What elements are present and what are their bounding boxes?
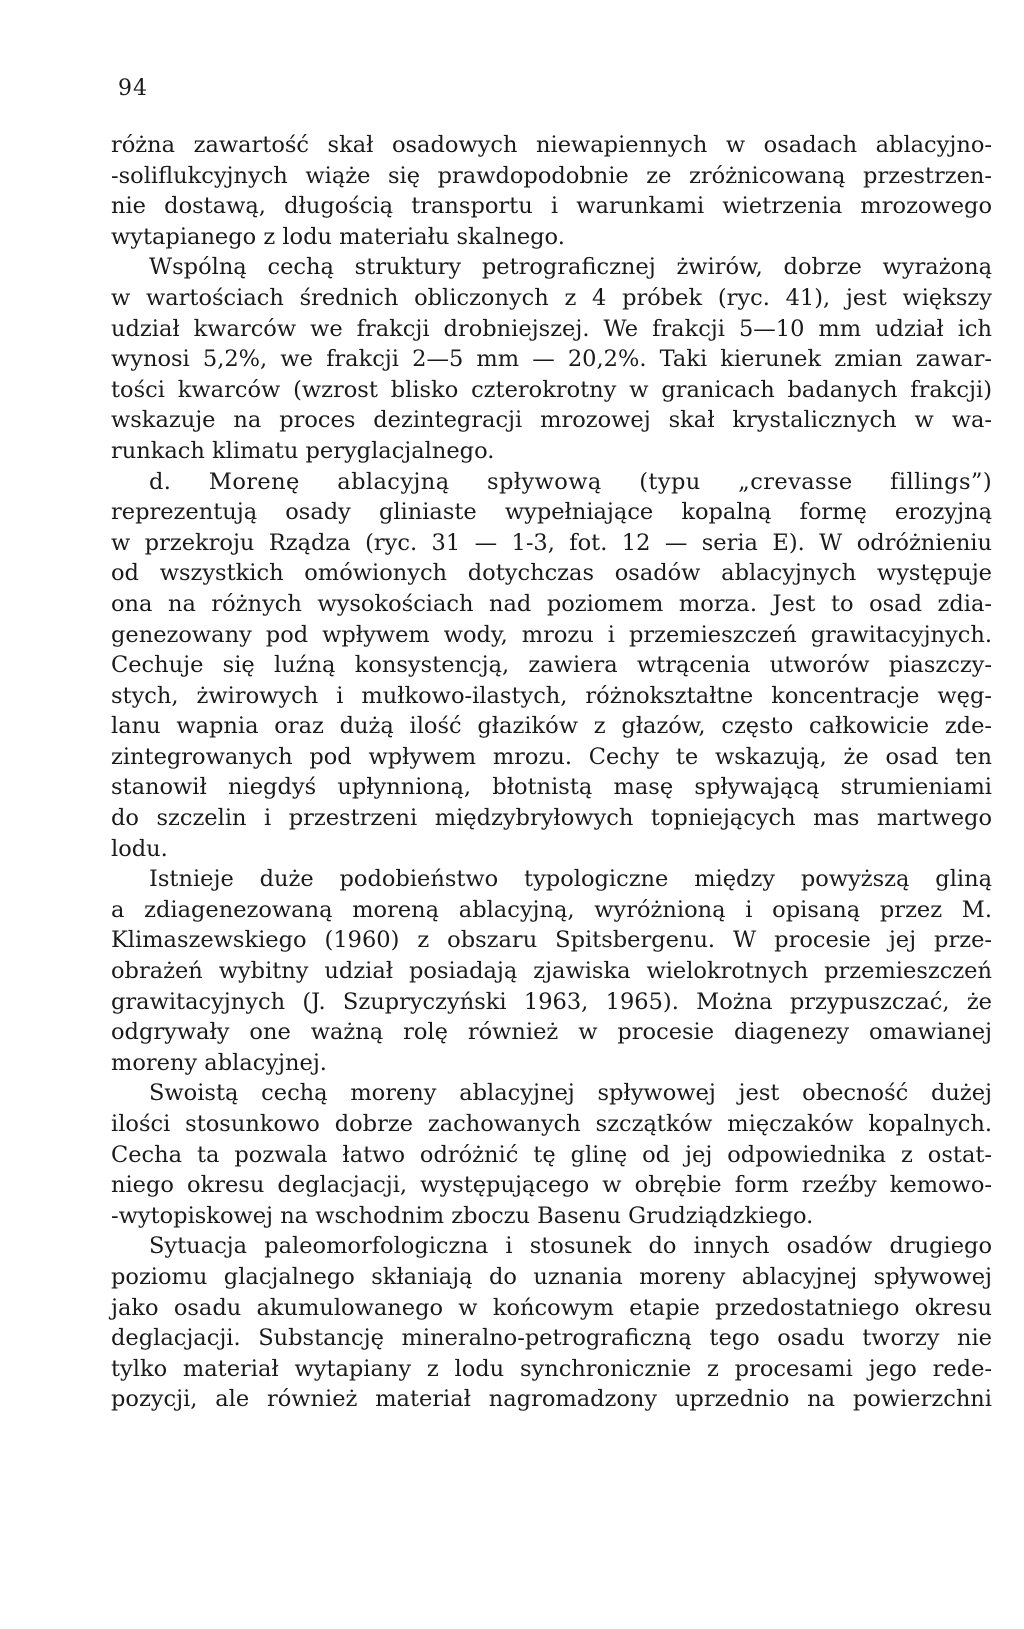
text-line: ilości stosunkowo dobrze zachowanych szczątków mięczaków kopalnych.: [111, 1111, 992, 1137]
text-line: nie dostawą, długością transportu i warunkami wietrzenia mrozowego: [111, 193, 992, 220]
text-line: grawitacyjnych (J. Szupryczyński 1963, 1965). Można przypuszczać, że: [111, 988, 992, 1015]
text-line: wytapianego z lodu materiału skalnego.: [111, 223, 565, 250]
text-line: Sytuacja paleomorfologiczna i stosunek do innych osadów drugiego: [149, 1233, 992, 1260]
text-line: w wartościach średnich obliczonych z 4 próbek (ryc. 41), jest większy: [111, 284, 992, 311]
text-line: pozycji, ale również materiał nagromadzony uprzednio na powierzchni: [111, 1386, 992, 1413]
text-line: Istnieje duże podobieństwo typologiczne między powyższą gliną: [149, 866, 992, 893]
text-line: tości kwarców (wzrost blisko czterokrotny w granicach badanych frakcji): [111, 376, 992, 403]
text-line: ona na różnych wysokościach nad poziomem morza. Jest to osad zdia-: [111, 590, 992, 617]
text-line: deglacjacji. Substancję mineralno-petrograficzną tego osadu tworzy nie: [111, 1325, 992, 1352]
text-line: Wspólną cechą struktury petrograficznej żwirów, dobrze wyrażoną: [149, 254, 992, 281]
text-line: moreny ablacyjnej.: [111, 1049, 327, 1076]
text-line: w przekroju Rządza (ryc. 31 — 1-3, fot. 12 — seria E). W odróżnieniu: [111, 529, 992, 556]
text-line: poziomu glacjalnego skłaniają do uznania moreny ablacyjnej spływowej: [111, 1263, 992, 1290]
text-line: obrażeń wybitny udział posiadają zjawiska wielokrotnych przemieszczeń: [111, 958, 992, 985]
text-line: genezowany pod wpływem wody, mrozu i przemieszczeń grawitacyjnych.: [111, 621, 992, 648]
text-line: jako osadu akumulowanego w końcowym etapie przedostatniego okresu: [111, 1294, 992, 1321]
page-number: 94: [118, 76, 148, 101]
text-line: a zdiagenezowaną moreną ablacyjną, wyróżnioną i opisaną przez M.: [111, 896, 992, 923]
text-line: Cecha ta pozwala łatwo odróżnić tę glinę od jej odpowiednika z ostat-: [111, 1141, 992, 1168]
text-line: niego okresu deglacjacji, występującego w obrębie form rzeźby kemowo-: [111, 1172, 992, 1199]
text-line: lanu wapnia oraz dużą ilość głazików z głazów, często całkowicie zde-: [111, 713, 992, 740]
text-line: udział kwarców we frakcji drobniejszej. We frakcji 5—10 mm udział ich: [111, 315, 992, 342]
text-line: Swoistą cechą moreny ablacyjnej spływowej jest obecność dużej: [149, 1080, 992, 1107]
text-line: tylko materiał wytapiany z lodu synchronicznie z procesami jego rede-: [111, 1355, 992, 1382]
text-line: stanowił niegdyś upłynnioną, błotnistą masę spływającą strumieniami: [111, 774, 992, 801]
text-line: zintegrowanych pod wpływem mrozu. Cechy te wskazują, że osad ten: [111, 743, 992, 770]
text-line: runkach klimatu peryglacjalnego.: [111, 437, 495, 464]
text-line: wynosi 5,2%, we frakcji 2—5 mm — 20,2%. Taki kierunek zmian zawar-: [111, 346, 992, 373]
text-line: stych, żwirowych i mułkowo-ilastych, różnokształtne koncentracje węg-: [111, 682, 992, 709]
text-line: -soliflukcyjnych wiąże się prawdopodobnie ze zróżnicowaną przestrzen-: [111, 162, 992, 189]
text-line: odgrywały one ważną rolę również w procesie diagenezy omawianej: [111, 1019, 992, 1046]
text-line: do szczelin i przestrzeni międzybryłowych topniejących mas martwego: [111, 805, 992, 832]
text-line: Cechuje się luźną konsystencją, zawiera wtrącenia utworów piaszczy-: [111, 652, 992, 679]
text-line: różna zawartość skał osadowych niewapiennych w osadach ablacyjno-: [111, 132, 992, 158]
text-line: -wytopiskowej na wschodnim zboczu Basenu Grudziądzkiego.: [111, 1202, 814, 1229]
text-line: reprezentują osady gliniaste wypełniające kopalną formę erozyjną: [111, 499, 992, 526]
text-line: od wszystkich omówionych dotychczas osadów ablacyjnych występuje: [111, 560, 992, 587]
text-line: wskazuje na proces dezintegracji mrozowej skał krystalicznych w wa-: [111, 407, 992, 434]
text-line: Klimaszewskiego (1960) z obszaru Spitsbergenu. W procesie jej prze-: [111, 927, 992, 954]
section-heading-line: d. Morenę ablacyjną spływową (typu „crevasse fillings”): [149, 468, 992, 495]
text-line: lodu.: [111, 835, 168, 862]
body-text: [111, 130, 992, 1415]
